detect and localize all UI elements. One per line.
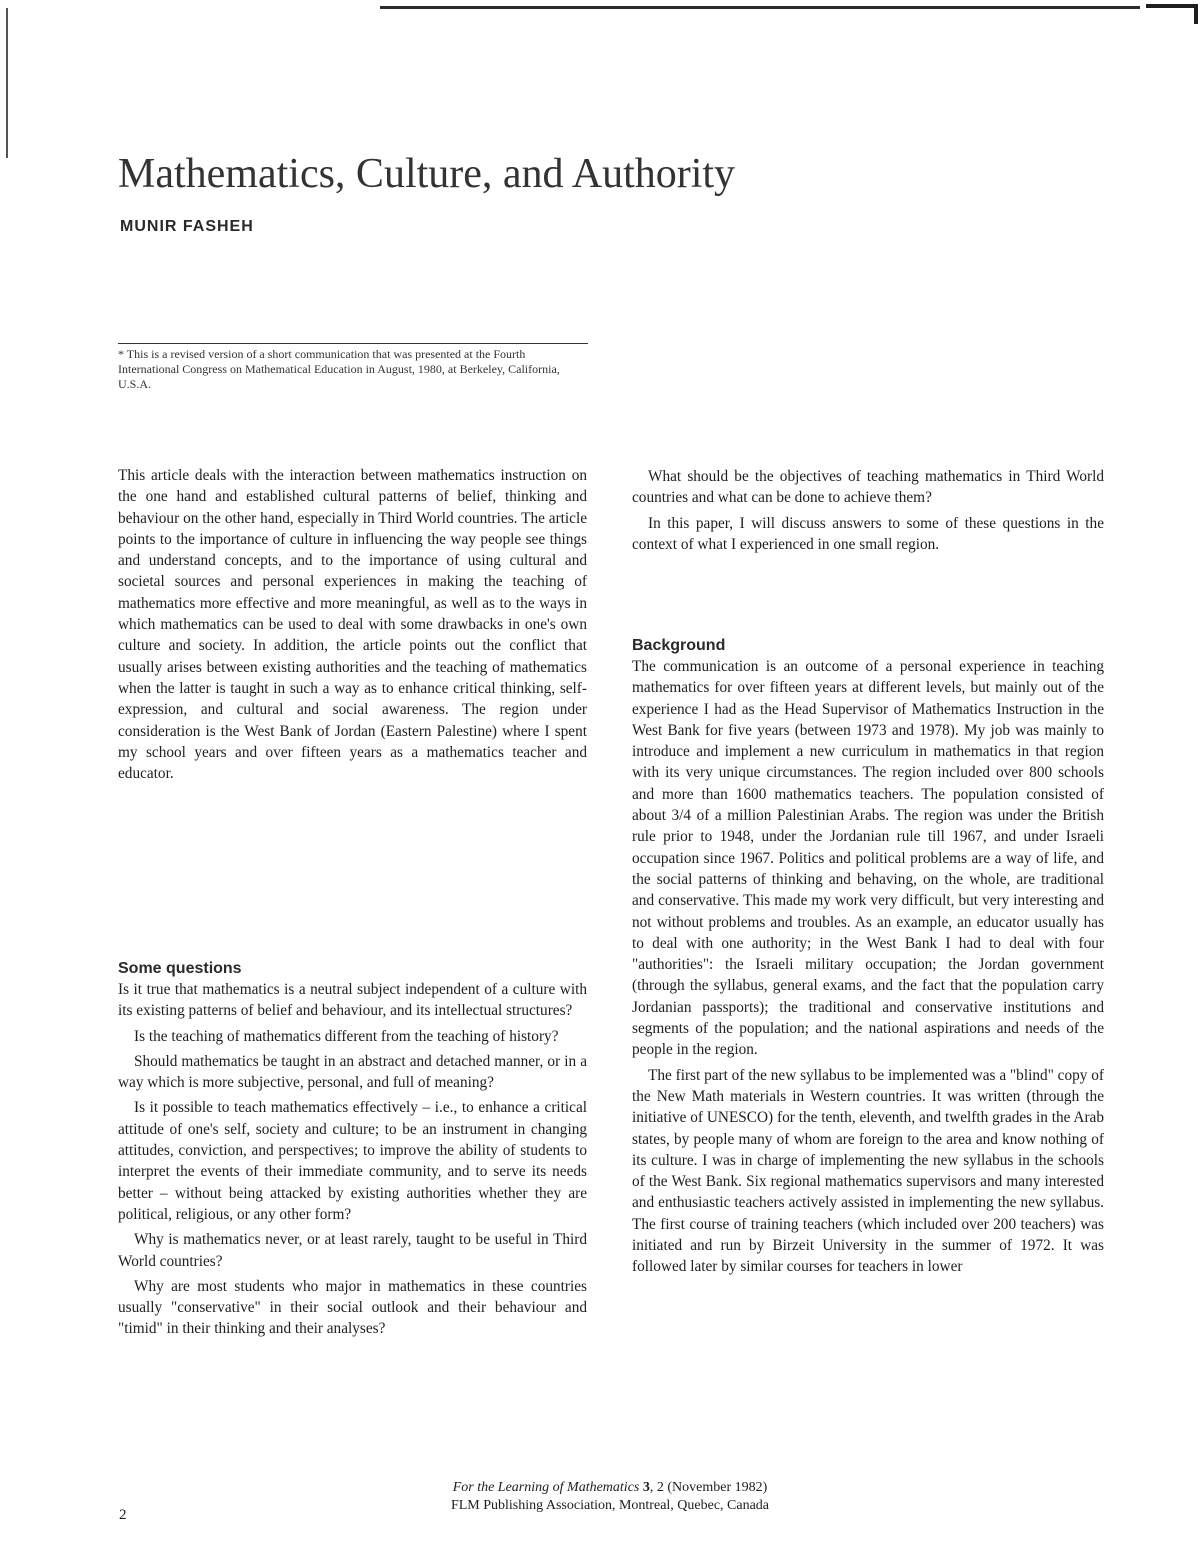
abstract-section (118, 465, 587, 788)
paragraph: What should be the objectives of teaching mathematics in Third World countries and what can be done to achieve them? (632, 468, 1104, 507)
journal-volume: 3 (642, 1480, 650, 1495)
paragraph: The first part of the new syllabus to be implemented was a "blind" copy of the New Math materials in Western countries. It was written (through the initiative of UNESCO) for the tenth, eleventh, and twelfth grades in the Arab states, by people many of whom are foreign to the area and know nothing of its culture. I was in charge of implementing the new syllabus in the schools of the West Bank. Six regional mathematics supervisors and many interested and enthusiastic teachers actively assisted in implementing the new syllabus. The first course of training teachers (which included over 200 teachers) was initiated and run by Birzeit University in the summer of 1972. It was followed later by similar courses for teachers in lower (632, 1066, 1104, 1276)
paragraph: Should mathematics be taught in an abstract and detached manner, or in a way which is more subjective, personal, and full of meaning? (118, 1052, 587, 1092)
journal-issue: 2 (November 1982) (656, 1480, 768, 1495)
paragraph: The communication is an outcome of a personal experience in teaching mathematics for over fifteen years at different levels, but mainly out of the experience I had as the Head Supervisor of Mathematics Instruction in the West Bank for five years (between 1973 and 1978). My job was mainly to introduce and implement a new curriculum in mathematics in that region with its very unique circumstances. The region included over 800 schools and more than 1600 mathematics teachers. The population consisted of about 3/4 of a million Palestinian Arabs. The region was under the British rule prior to 1948, under the Jordanian rule till 1967, and under Israeli occupation since 1967. Politics and political problems are a way of life, and the social patterns of thinking and behaving, on the whole, are traditional and conservative. This made my work very difficult, but very interesting and not without problems and troubles. As an example, an educator usually has to deal with one authority; in the West Bank I had to deal with four "authorities": the Israeli military occupation; the Jordan government (through the syllabus, general exams, and the fact that the population carry Jordanian passports); the traditional and conservative institutions and segments of the population; and the national aspirations and needs of the people in the region. (632, 658, 1104, 1059)
article-title: Mathematics, Culture, and Authority (118, 151, 736, 197)
journal-name: For the Learning of Mathematics (452, 1480, 640, 1495)
section-heading-background: Background (632, 637, 726, 654)
paragraph: Is it true that mathematics is a neutral subject independent of a culture with its existing patterns of belief and behaviour, and its intellectual structures? (118, 981, 587, 1020)
journal-footer: For the Learning of Mathematics 3, 2 (November 1982) FLM Publishing Association, Montreal, Quebec, Canada (450, 1480, 770, 1513)
paragraph: Why are most students who major in mathematics in these countries usually "conservative" in their social outlook and their behaviour and "timid" in their thinking and their analyses? (118, 1277, 587, 1338)
footnote (118, 343, 588, 392)
questions-continued (632, 466, 1104, 559)
paragraph: Why is mathematics never, or at least rarely, taught to be useful in Third World countries? (118, 1231, 587, 1270)
paragraph: In this paper, I will discuss answers to some of these questions in the context of what I experienced in one small region. (632, 514, 1104, 553)
publisher: FLM Publishing Association, Montreal, Quebec, Canada (450, 1498, 770, 1513)
author-name: MUNIR FASHEH (120, 218, 254, 235)
scan-edge-left (6, 8, 8, 158)
background-section (632, 636, 1104, 1282)
abstract-text: This article deals with the interaction between mathematics instruction on the one hand and established cultural patterns of belief, thinking and behaviour on the other hand, especially in Third World countries. The article points to the importance of culture in influencing the way people see things and understand concepts, and to the importance of using cultural and societal sources and personal experiences in making the teaching of mathematics more effective and more meaningful, as well as to the ways in which mathematics can be used to deal with some drawbacks in one's own culture and society. In addition, the article points out the conflict that usually arises between existing authorities and the teaching of mathematics when the latter is taught in such a way as to enhance critical thinking, self-expression, and cultural and social awareness. The region under consideration is the West Bank of Jordan (Eastern Palestine) where I spent my school years and over fifteen years as a mathematics teacher and educator. (118, 467, 587, 783)
section-heading-questions: Some questions (118, 960, 242, 977)
footnote-text: This is a revised version of a short communication that was presented at the Fourth International Congress on Mathematical Education in August, 1980, at Berkeley, California, U.S.A. (118, 347, 560, 391)
footnote-marker: * (118, 347, 124, 361)
paragraph: Is the teaching of mathematics different from the teaching of history? (134, 1027, 559, 1045)
scan-corner-mark (1146, 4, 1198, 24)
questions-section (118, 959, 587, 1344)
scan-edge-top (380, 6, 1140, 9)
page-number: 2 (119, 1507, 127, 1523)
paragraph: Is it possible to teach mathematics effectively – i.e., to enhance a critical attitude of one's self, society and culture; to be an instrument in changing attitudes, conviction, and perspectives; to improve the ability of students to interpret the events of their immediate community, and to serve its needs better – without being attacked by existing authorities whether they are political, religious, or any other form? (118, 1099, 587, 1223)
